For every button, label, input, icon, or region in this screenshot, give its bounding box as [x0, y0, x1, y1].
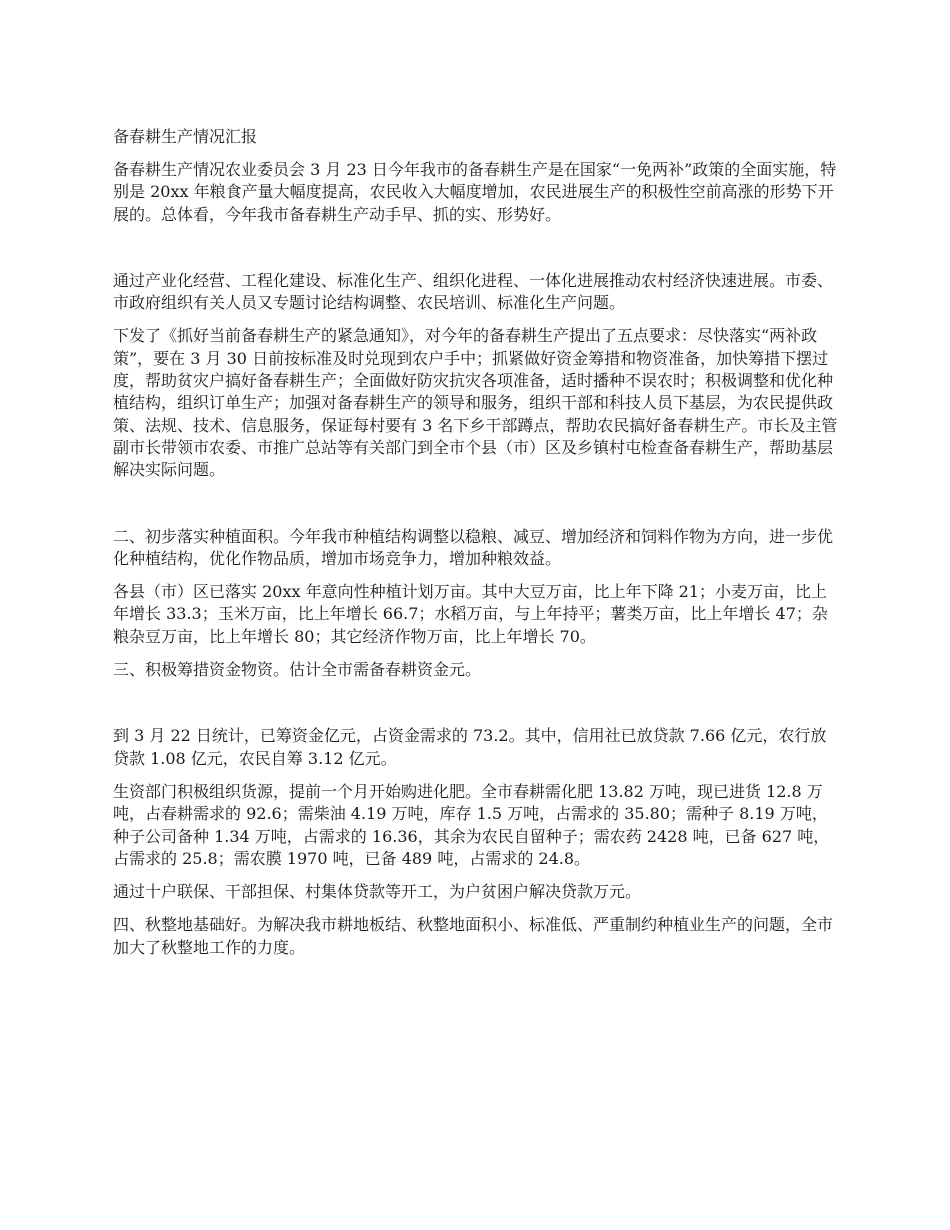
paragraph-section-four: 四、秋整地基础好。为解决我市耕地板结、秋整地面积小、标准低、严重制约种植业生产的问题，全市加大了秋整地工作的力度。 [113, 915, 834, 957]
document-page [113, 126, 839, 970]
paragraph-section-three: 三、积极筹措资金物资。估计全市需备春耕资金元。 [113, 660, 482, 680]
paragraph-section-two: 二、初步落实种植面积。今年我市种植结构调整以稳粮、减豆、增加经济和饲料作物为方向，进一步优化种植结构，优化作物品质，增加市场竞争力，增加种粮效益。 [113, 526, 834, 568]
paragraph-industrialization: 通过产业化经营、工程化建设、标准化生产、组织化进程、一体化进展推动农村经济快速进展。市委、市政府组织有关人员又专题讨论结构调整、农民培训、标准化生产问题。 [113, 270, 834, 313]
paragraph-gap [113, 692, 839, 725]
paragraph-gap [113, 237, 839, 270]
paragraph-loans: 通过十户联保、干部担保、村集体贷款等开工，为户贫困户解决贷款万元。 [113, 882, 642, 902]
paragraph-urgent-notice: 下发了《抓好当前备春耕生产的紧急通知》，对今年的备春耕生产提出了五点要求：尽快落实“两补政策”，要在 3 月 30 日前按标准及时兑现到农户手中；抓紧做好资金筹措和物资准备，加快筹措下摆过度，帮助贫灾户搞好备春耕生产；全面做好防灾抗灾各项准备，适时播种不误农时；积极调整和优化种植结构，组织订单生产；加强对备春耕生产的领导和服务，组织干部和科技人员下基层，为农民提供政策、法规、技术、信息服务，保证每村要有 3 名下乡干部蹲点，帮助农民搞好备春耕生产。市长及主管副市长带领市农委、市推广总站等有关部门到全市个县（市）区及乡镇村屯检查备春耕生产，帮助基层解决实际问题。 [113, 326, 838, 480]
paragraph-planting-plan: 各县（市）区已落实 20xx 年意向性种植计划万亩。其中大豆万亩，比上年下降 21；小麦万亩，比上年增长 33.3；玉米万亩，比上年增长 66.7；水稻万亩，与上年持平；薯类万亩，比上年增长 47；杂粮杂豆万亩，比上年增长 80；其它经济作物万亩，比上年增长 70。 [113, 582, 828, 646]
paragraph-funding-stats: 到 3 月 22 日统计，已筹资金亿元，占资金需求的 73.2。其中，信用社已放贷款 7.66 亿元，农行放贷款 1.08 亿元，农民自筹 3.12 亿元。 [113, 726, 827, 768]
paragraph-supplies: 生资部门积极组织货源，提前一个月开始购进化肥。全市春耕需化肥 13.82 万吨，现已进货 12.8 万吨，占春耕需求的 92.6；需柴油 4.19 万吨，库存 1.5 万吨，占需求的 35.80；需种子 8.19 万吨，种子公司备种 1.34 万吨，占需求的 16.36，其余为农民自留种子；需农药 2428 吨，已备 627 吨，占需求的 25.8；需农膜 1970 吨，已备 489 吨，占需求的 24.8。 [113, 781, 830, 868]
document-title: 备春耕生产情况汇报 [113, 127, 258, 146]
paragraph-gap [113, 493, 839, 526]
paragraph-intro: 备春耕生产情况农业委员会 3 月 23 日今年我市的备春耕生产是在国家“一免两补”政策的全面实施，特别是 20xx 年粮食产量大幅度提高，农民收入大幅度增加，农民进展生产的积极性空前高涨的形势下开展的。总体看，今年我市备春耕生产动手早、抓的实、形势好。 [113, 160, 837, 224]
